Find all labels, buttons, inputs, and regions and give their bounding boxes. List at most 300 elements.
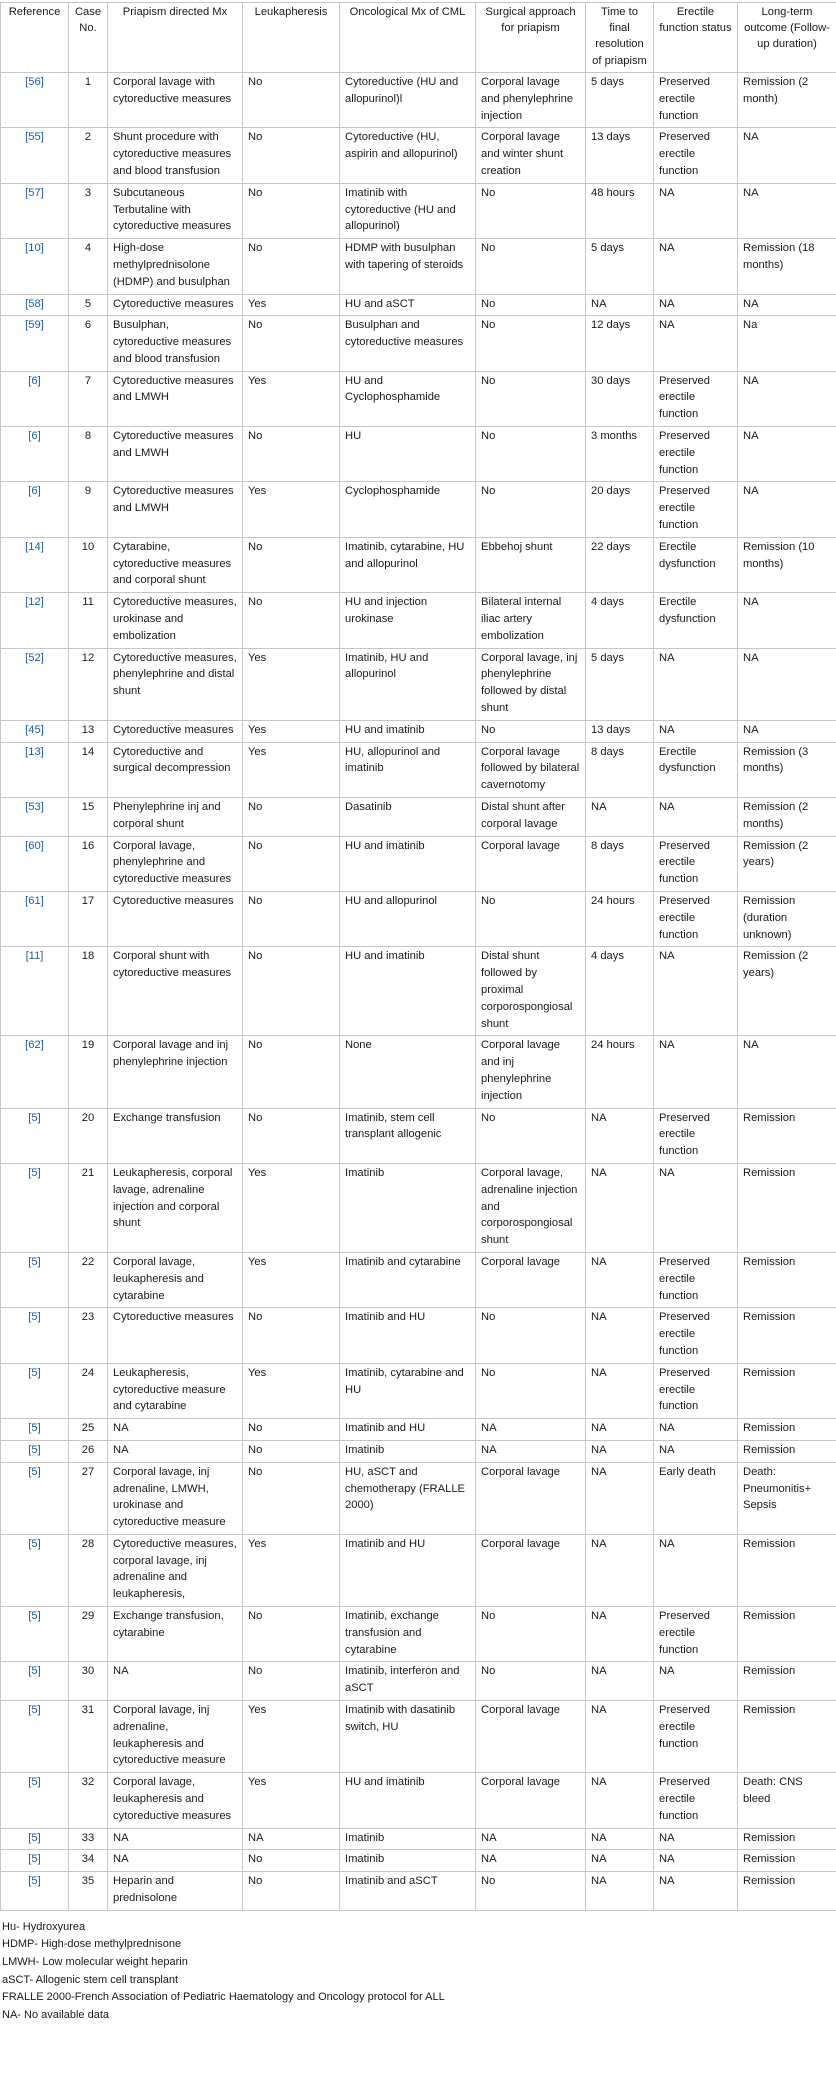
cell-reference[interactable]: [5] <box>1 1363 69 1418</box>
cell-oncological-mx: Imatinib <box>340 1440 476 1462</box>
cell-priapism-mx: Subcutaneous Terbutaline with cytoreductive measures <box>108 183 243 238</box>
cell-long-term-outcome: Death: CNS bleed <box>738 1773 836 1828</box>
table-row <box>1 1701 836 1773</box>
table-row <box>1 1036 836 1108</box>
cell-leukapheresis: Yes <box>243 1252 340 1307</box>
cell-time-to-resolution: 8 days <box>586 742 654 797</box>
cell-time-to-resolution: NA <box>586 1850 654 1872</box>
cell-reference[interactable]: [62] <box>1 1036 69 1108</box>
cell-oncological-mx: Imatinib, HU and allopurinol <box>340 648 476 720</box>
cell-leukapheresis: Yes <box>243 371 340 426</box>
cell-erectile-function: Erectile dysfunction <box>654 593 738 648</box>
cell-reference[interactable]: [59] <box>1 316 69 371</box>
cell-case-no: 2 <box>69 128 108 183</box>
cell-reference[interactable]: [61] <box>1 892 69 947</box>
cell-long-term-outcome: Remission <box>738 1440 836 1462</box>
cell-oncological-mx: Imatinib and aSCT <box>340 1872 476 1911</box>
cell-priapism-mx: High-dose methylprednisolone (HDMP) and busulphan <box>108 239 243 294</box>
header-case-no: Case No. <box>69 3 108 73</box>
cell-leukapheresis: No <box>243 1850 340 1872</box>
cell-oncological-mx: HU and aSCT <box>340 294 476 316</box>
cell-priapism-mx: Corporal lavage and inj phenylephrine injection <box>108 1036 243 1108</box>
cell-reference[interactable]: [6] <box>1 427 69 482</box>
cell-case-no: 8 <box>69 427 108 482</box>
cell-long-term-outcome: NA <box>738 482 836 537</box>
cell-leukapheresis: No <box>243 593 340 648</box>
cell-surgical-approach: Distal shunt followed by proximal corporospongiosal shunt <box>476 947 586 1036</box>
cell-erectile-function: NA <box>654 1534 738 1606</box>
cell-case-no: 29 <box>69 1607 108 1662</box>
cell-reference[interactable]: [5] <box>1 1701 69 1773</box>
cell-long-term-outcome: NA <box>738 183 836 238</box>
cell-long-term-outcome: Remission (2 years) <box>738 836 836 891</box>
cell-reference[interactable]: [5] <box>1 1662 69 1701</box>
cell-leukapheresis: No <box>243 128 340 183</box>
cell-reference[interactable]: [5] <box>1 1872 69 1911</box>
cell-leukapheresis: No <box>243 1036 340 1108</box>
table-row <box>1 128 836 183</box>
cell-oncological-mx: Imatinib, stem cell transplant allogenic <box>340 1108 476 1163</box>
cell-time-to-resolution: NA <box>586 1108 654 1163</box>
cell-leukapheresis: No <box>243 1440 340 1462</box>
cell-case-no: 1 <box>69 72 108 127</box>
cell-oncological-mx: Imatinib with cytoreductive (HU and allopurinol) <box>340 183 476 238</box>
cell-leukapheresis: No <box>243 798 340 837</box>
cell-priapism-mx: Cytoreductive measures <box>108 1308 243 1363</box>
cell-priapism-mx: Exchange transfusion, cytarabine <box>108 1607 243 1662</box>
cell-surgical-approach: Corporal lavage and winter shunt creation <box>476 128 586 183</box>
cell-case-no: 23 <box>69 1308 108 1363</box>
cell-oncological-mx: Cytoreductive (HU, aspirin and allopurinol) <box>340 128 476 183</box>
cell-surgical-approach: Corporal lavage <box>476 1534 586 1606</box>
header-erectile-function: Erectile function status <box>654 3 738 73</box>
cell-reference[interactable]: [14] <box>1 537 69 592</box>
cell-erectile-function: Preserved erectile function <box>654 836 738 891</box>
cell-surgical-approach: Corporal lavage followed by bilateral cavernotomy <box>476 742 586 797</box>
table-row <box>1 1108 836 1163</box>
cell-priapism-mx: Shunt procedure with cytoreductive measures and blood transfusion <box>108 128 243 183</box>
cell-reference[interactable]: [13] <box>1 742 69 797</box>
cell-oncological-mx: HU and imatinib <box>340 720 476 742</box>
cell-surgical-approach: Corporal lavage <box>476 1252 586 1307</box>
cell-priapism-mx: Corporal lavage, inj adrenaline, LMWH, urokinase and cytoreductive measure <box>108 1462 243 1534</box>
cell-priapism-mx: Corporal lavage, inj adrenaline, leukapheresis and cytoreductive measure <box>108 1701 243 1773</box>
cell-surgical-approach: No <box>476 1662 586 1701</box>
cell-surgical-approach: No <box>476 1363 586 1418</box>
cell-erectile-function: NA <box>654 720 738 742</box>
cell-time-to-resolution: NA <box>586 1363 654 1418</box>
cell-priapism-mx: NA <box>108 1850 243 1872</box>
table-row <box>1 1607 836 1662</box>
cell-oncological-mx: HU and imatinib <box>340 947 476 1036</box>
cell-reference[interactable]: [12] <box>1 593 69 648</box>
cell-leukapheresis: No <box>243 1662 340 1701</box>
cell-surgical-approach: Corporal lavage <box>476 1773 586 1828</box>
cell-surgical-approach: No <box>476 1308 586 1363</box>
cell-erectile-function: NA <box>654 1036 738 1108</box>
table-row <box>1 1828 836 1850</box>
cell-long-term-outcome: Remission (duration unknown) <box>738 892 836 947</box>
cell-priapism-mx: Cytoreductive measures, urokinase and embolization <box>108 593 243 648</box>
cell-time-to-resolution: NA <box>586 1419 654 1441</box>
cell-oncological-mx: HU, aSCT and chemotherapy (FRALLE 2000) <box>340 1462 476 1534</box>
cell-long-term-outcome: NA <box>738 593 836 648</box>
cell-long-term-outcome: Remission <box>738 1363 836 1418</box>
cell-oncological-mx: Imatinib, cytarabine, HU and allopurinol <box>340 537 476 592</box>
cell-leukapheresis: No <box>243 1462 340 1534</box>
cell-long-term-outcome: Remission (2 month) <box>738 72 836 127</box>
cell-time-to-resolution: 22 days <box>586 537 654 592</box>
cell-erectile-function: NA <box>654 648 738 720</box>
cell-priapism-mx: Corporal lavage, leukapheresis and cytarabine <box>108 1252 243 1307</box>
cell-priapism-mx: Corporal lavage, leukapheresis and cytoreductive measures <box>108 1773 243 1828</box>
cell-time-to-resolution: 48 hours <box>586 183 654 238</box>
header-long-term-outcome: Long-term outcome (Follow-up duration) <box>738 3 836 73</box>
cell-reference[interactable]: [5] <box>1 1440 69 1462</box>
cell-long-term-outcome: NA <box>738 720 836 742</box>
header-leukapheresis: Leukapheresis <box>243 3 340 73</box>
footnote: HDMP- High-dose methylprednisone <box>2 1938 182 1951</box>
cell-time-to-resolution: 8 days <box>586 836 654 891</box>
cell-reference[interactable]: [60] <box>1 836 69 891</box>
cell-time-to-resolution: 12 days <box>586 316 654 371</box>
cell-surgical-approach: Corporal lavage <box>476 1462 586 1534</box>
cell-long-term-outcome: Remission <box>738 1828 836 1850</box>
table-row <box>1 798 836 837</box>
cell-leukapheresis: Yes <box>243 1534 340 1606</box>
cell-leukapheresis: No <box>243 1419 340 1441</box>
cell-long-term-outcome: NA <box>738 648 836 720</box>
cell-time-to-resolution: NA <box>586 1828 654 1850</box>
cell-leukapheresis: No <box>243 947 340 1036</box>
header-reference: Reference <box>1 3 69 73</box>
cell-time-to-resolution: 5 days <box>586 239 654 294</box>
cell-case-no: 33 <box>69 1828 108 1850</box>
table-row <box>1 427 836 482</box>
cell-reference[interactable]: [53] <box>1 798 69 837</box>
cell-erectile-function: NA <box>654 1872 738 1911</box>
cell-long-term-outcome: Remission <box>738 1163 836 1252</box>
cell-erectile-function: NA <box>654 1662 738 1701</box>
table-header-row <box>1 3 836 73</box>
cell-priapism-mx: Cytoreductive and surgical decompression <box>108 742 243 797</box>
cell-erectile-function: Preserved erectile function <box>654 371 738 426</box>
cell-surgical-approach: No <box>476 482 586 537</box>
cell-surgical-approach: Corporal lavage and phenylephrine injection <box>476 72 586 127</box>
cell-erectile-function: NA <box>654 239 738 294</box>
cell-long-term-outcome: Death: Pneumonitis+ Sepsis <box>738 1462 836 1534</box>
cell-oncological-mx: Imatinib <box>340 1163 476 1252</box>
cell-reference[interactable]: [6] <box>1 482 69 537</box>
cell-leukapheresis: Yes <box>243 648 340 720</box>
cell-long-term-outcome: NA <box>738 371 836 426</box>
header-oncological-mx: Oncological Mx of CML <box>340 3 476 73</box>
cell-erectile-function: Preserved erectile function <box>654 482 738 537</box>
cell-long-term-outcome: Remission <box>738 1607 836 1662</box>
table-row <box>1 1440 836 1462</box>
cell-leukapheresis: Yes <box>243 1363 340 1418</box>
cell-long-term-outcome: Remission <box>738 1419 836 1441</box>
cell-reference[interactable]: [5] <box>1 1308 69 1363</box>
cell-oncological-mx: HU <box>340 427 476 482</box>
table-row <box>1 294 836 316</box>
header-time-to-resolution: Time to final resolution of priapism <box>586 3 654 73</box>
cell-case-no: 4 <box>69 239 108 294</box>
cell-reference[interactable]: [57] <box>1 183 69 238</box>
cell-oncological-mx: Imatinib, interferon and aSCT <box>340 1662 476 1701</box>
cell-reference[interactable]: [6] <box>1 371 69 426</box>
cell-time-to-resolution: NA <box>586 294 654 316</box>
table-row <box>1 371 836 426</box>
cell-reference[interactable]: [5] <box>1 1534 69 1606</box>
cell-time-to-resolution: NA <box>586 1534 654 1606</box>
cell-case-no: 11 <box>69 593 108 648</box>
cell-time-to-resolution: NA <box>586 1662 654 1701</box>
cell-reference[interactable]: [5] <box>1 1419 69 1441</box>
cell-surgical-approach: NA <box>476 1828 586 1850</box>
cell-reference[interactable]: [5] <box>1 1773 69 1828</box>
cell-case-no: 30 <box>69 1662 108 1701</box>
cell-leukapheresis: No <box>243 1308 340 1363</box>
cell-oncological-mx: HU and allopurinol <box>340 892 476 947</box>
cell-reference[interactable]: [11] <box>1 947 69 1036</box>
cell-time-to-resolution: NA <box>586 1607 654 1662</box>
cell-time-to-resolution: NA <box>586 1462 654 1534</box>
table-row <box>1 1308 836 1363</box>
cell-reference[interactable]: [5] <box>1 1163 69 1252</box>
cell-long-term-outcome: NA <box>738 294 836 316</box>
cell-time-to-resolution: NA <box>586 1440 654 1462</box>
cell-case-no: 6 <box>69 316 108 371</box>
cell-long-term-outcome: Remission <box>738 1850 836 1872</box>
cell-oncological-mx: None <box>340 1036 476 1108</box>
table-row <box>1 1252 836 1307</box>
cell-erectile-function: Preserved erectile function <box>654 427 738 482</box>
cell-leukapheresis: No <box>243 836 340 891</box>
cell-priapism-mx: Cytoreductive measures and LMWH <box>108 482 243 537</box>
cell-time-to-resolution: 20 days <box>586 482 654 537</box>
cell-surgical-approach: No <box>476 183 586 238</box>
cell-surgical-approach: No <box>476 294 586 316</box>
cell-leukapheresis: Yes <box>243 1773 340 1828</box>
cell-erectile-function: NA <box>654 947 738 1036</box>
cell-reference[interactable]: [5] <box>1 1252 69 1307</box>
cell-leukapheresis: No <box>243 183 340 238</box>
cell-time-to-resolution: NA <box>586 1773 654 1828</box>
cell-priapism-mx: Cytoreductive measures <box>108 720 243 742</box>
cell-priapism-mx: Corporal lavage, phenylephrine and cytoreductive measures <box>108 836 243 891</box>
cell-case-no: 21 <box>69 1163 108 1252</box>
cell-erectile-function: Preserved erectile function <box>654 1108 738 1163</box>
cell-long-term-outcome: Remission (18 months) <box>738 239 836 294</box>
cases-table <box>0 2 836 1911</box>
cell-erectile-function: Early death <box>654 1462 738 1534</box>
cell-leukapheresis: Yes <box>243 294 340 316</box>
cell-priapism-mx: Heparin and prednisolone <box>108 1872 243 1911</box>
cell-leukapheresis: No <box>243 1607 340 1662</box>
cell-oncological-mx: Imatinib, cytarabine and HU <box>340 1363 476 1418</box>
cell-priapism-mx: Cytoreductive measures, phenylephrine and distal shunt <box>108 648 243 720</box>
header-priapism-mx: Priapism directed Mx <box>108 3 243 73</box>
cell-long-term-outcome: Remission (2 years) <box>738 947 836 1036</box>
cell-case-no: 7 <box>69 371 108 426</box>
cell-time-to-resolution: 13 days <box>586 720 654 742</box>
cell-case-no: 28 <box>69 1534 108 1606</box>
cell-oncological-mx: Busulphan and cytoreductive measures <box>340 316 476 371</box>
cell-time-to-resolution: 4 days <box>586 593 654 648</box>
cell-erectile-function: NA <box>654 1419 738 1441</box>
cell-erectile-function: Preserved erectile function <box>654 1773 738 1828</box>
cell-priapism-mx: Exchange transfusion <box>108 1108 243 1163</box>
table-row <box>1 1662 836 1701</box>
cell-leukapheresis: No <box>243 72 340 127</box>
cell-oncological-mx: Imatinib and HU <box>340 1419 476 1441</box>
cell-erectile-function: NA <box>654 294 738 316</box>
table-body <box>1 72 836 1910</box>
cell-case-no: 14 <box>69 742 108 797</box>
cell-case-no: 18 <box>69 947 108 1036</box>
cell-priapism-mx: Corporal shunt with cytoreductive measures <box>108 947 243 1036</box>
cell-long-term-outcome: Remission <box>738 1534 836 1606</box>
cell-surgical-approach: No <box>476 427 586 482</box>
cell-case-no: 9 <box>69 482 108 537</box>
cell-surgical-approach: No <box>476 239 586 294</box>
cell-priapism-mx: Phenylephrine inj and corporal shunt <box>108 798 243 837</box>
table-row <box>1 593 836 648</box>
cell-case-no: 5 <box>69 294 108 316</box>
cell-reference[interactable]: [58] <box>1 294 69 316</box>
table-row <box>1 1163 836 1252</box>
cell-surgical-approach: NA <box>476 1850 586 1872</box>
table-row <box>1 537 836 592</box>
cell-reference[interactable]: [5] <box>1 1607 69 1662</box>
footnote: FRALLE 2000-French Association of Pediatric Haematology and Oncology protocol for ALL <box>2 1991 445 2004</box>
cell-erectile-function: Preserved erectile function <box>654 892 738 947</box>
cell-oncological-mx: HDMP with busulphan with tapering of steroids <box>340 239 476 294</box>
cell-erectile-function: NA <box>654 1828 738 1850</box>
table-row <box>1 836 836 891</box>
cell-time-to-resolution: 5 days <box>586 648 654 720</box>
cell-long-term-outcome: Remission <box>738 1252 836 1307</box>
cell-oncological-mx: Imatinib and HU <box>340 1534 476 1606</box>
cell-case-no: 32 <box>69 1773 108 1828</box>
cell-time-to-resolution: NA <box>586 1872 654 1911</box>
cell-erectile-function: Erectile dysfunction <box>654 537 738 592</box>
footnote: NA- No available data <box>2 2008 110 2021</box>
header-surgical-approach: Surgical approach for priapism <box>476 3 586 73</box>
table-row <box>1 1419 836 1441</box>
cell-priapism-mx: Corporal lavage with cytoreductive measures <box>108 72 243 127</box>
cell-surgical-approach: NA <box>476 1419 586 1441</box>
cell-erectile-function: NA <box>654 1163 738 1252</box>
cell-priapism-mx: Cytarabine, cytoreductive measures and corporal shunt <box>108 537 243 592</box>
cell-time-to-resolution: NA <box>586 1308 654 1363</box>
cell-reference[interactable]: [5] <box>1 1850 69 1872</box>
cell-leukapheresis: Yes <box>243 720 340 742</box>
cell-leukapheresis: No <box>243 427 340 482</box>
cell-long-term-outcome: NA <box>738 427 836 482</box>
cell-long-term-outcome: NA <box>738 1036 836 1108</box>
cell-erectile-function: NA <box>654 798 738 837</box>
table-row <box>1 648 836 720</box>
cell-oncological-mx: Imatinib <box>340 1850 476 1872</box>
cell-case-no: 15 <box>69 798 108 837</box>
cell-time-to-resolution: NA <box>586 1163 654 1252</box>
cell-reference[interactable]: [45] <box>1 720 69 742</box>
cell-long-term-outcome: Remission <box>738 1308 836 1363</box>
cell-erectile-function: Preserved erectile function <box>654 1607 738 1662</box>
cell-reference[interactable]: [56] <box>1 72 69 127</box>
table-row <box>1 1363 836 1418</box>
cell-case-no: 10 <box>69 537 108 592</box>
cell-time-to-resolution: 13 days <box>586 128 654 183</box>
cell-erectile-function: Preserved erectile function <box>654 72 738 127</box>
cell-oncological-mx: HU and Cyclophosphamide <box>340 371 476 426</box>
cell-case-no: 35 <box>69 1872 108 1911</box>
cell-time-to-resolution: 4 days <box>586 947 654 1036</box>
footnote: LMWH- Low molecular weight heparin <box>2 1956 188 1969</box>
cell-priapism-mx: Cytoreductive measures <box>108 892 243 947</box>
cell-oncological-mx: Cytoreductive (HU and allopurinol)l <box>340 72 476 127</box>
cell-surgical-approach: No <box>476 1607 586 1662</box>
footnotes <box>0 1911 836 2025</box>
cell-case-no: 27 <box>69 1462 108 1534</box>
cell-reference[interactable]: [55] <box>1 128 69 183</box>
table-row <box>1 892 836 947</box>
cell-case-no: 20 <box>69 1108 108 1163</box>
cell-long-term-outcome: Remission (3 months) <box>738 742 836 797</box>
cell-reference[interactable]: [52] <box>1 648 69 720</box>
table-row <box>1 482 836 537</box>
footnote: Hu- Hydroxyurea <box>2 1920 86 1933</box>
cell-time-to-resolution: NA <box>586 1701 654 1773</box>
footnote: aSCT- Allogenic stem cell transplant <box>2 1973 179 1986</box>
cell-case-no: 24 <box>69 1363 108 1418</box>
cell-reference[interactable]: [5] <box>1 1828 69 1850</box>
cell-oncological-mx: Imatinib and cytarabine <box>340 1252 476 1307</box>
cell-long-term-outcome: Remission <box>738 1872 836 1911</box>
cell-oncological-mx: Imatinib with dasatinib switch, HU <box>340 1701 476 1773</box>
cell-surgical-approach: Ebbehoj shunt <box>476 537 586 592</box>
cell-leukapheresis: No <box>243 537 340 592</box>
table-row <box>1 742 836 797</box>
cell-priapism-mx: NA <box>108 1440 243 1462</box>
cell-erectile-function: NA <box>654 183 738 238</box>
cell-reference[interactable]: [5] <box>1 1108 69 1163</box>
cell-long-term-outcome: Remission <box>738 1662 836 1701</box>
cell-reference[interactable]: [5] <box>1 1462 69 1534</box>
cell-leukapheresis: Yes <box>243 482 340 537</box>
cell-time-to-resolution: NA <box>586 1252 654 1307</box>
cell-surgical-approach: Distal shunt after corporal lavage <box>476 798 586 837</box>
cell-oncological-mx: Imatinib and HU <box>340 1308 476 1363</box>
cell-case-no: 17 <box>69 892 108 947</box>
cell-surgical-approach: No <box>476 1108 586 1163</box>
cell-case-no: 34 <box>69 1850 108 1872</box>
cell-case-no: 19 <box>69 1036 108 1108</box>
cell-erectile-function: Preserved erectile function <box>654 1363 738 1418</box>
cell-erectile-function: Preserved erectile function <box>654 1701 738 1773</box>
cell-leukapheresis: No <box>243 1872 340 1911</box>
cell-reference[interactable]: [10] <box>1 239 69 294</box>
cell-long-term-outcome: Remission <box>738 1108 836 1163</box>
table-row <box>1 239 836 294</box>
cell-erectile-function: Erectile dysfunction <box>654 742 738 797</box>
cell-case-no: 13 <box>69 720 108 742</box>
cell-long-term-outcome: Remission (10 months) <box>738 537 836 592</box>
cell-oncological-mx: HU and imatinib <box>340 836 476 891</box>
cell-long-term-outcome: Remission (2 months) <box>738 798 836 837</box>
